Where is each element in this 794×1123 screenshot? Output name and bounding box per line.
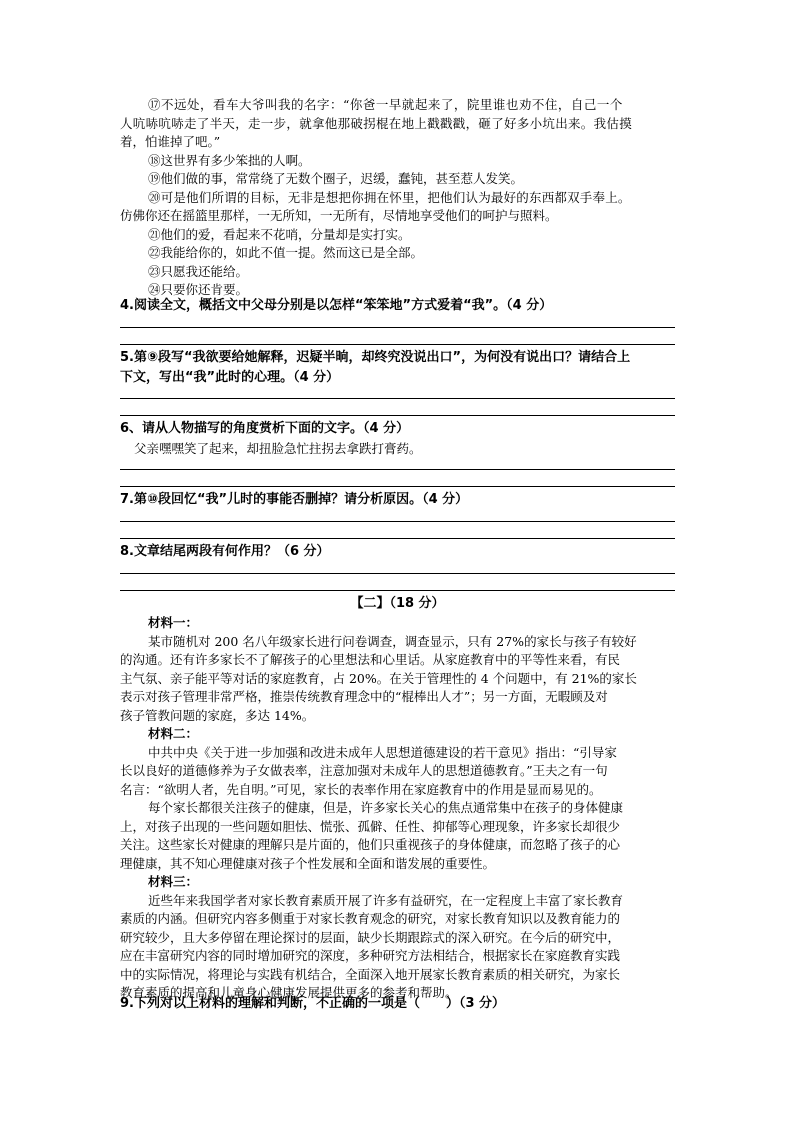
paragraph-23: ㉓只愿我还能给。 (148, 263, 249, 279)
material-2-line: 中共中央《关于进一步加强和改进未成年人思想道德建设的若干意见》指出：“引导家 (148, 744, 617, 760)
paragraph-18: ⑱这世界有多少笨拙的人啊。 (148, 152, 311, 168)
paragraph-19: ⑲他们做的事，常常绕了无数个圈子，迟缓，蠢钝，甚至惹人发笑。 (148, 171, 524, 186)
material-3-line: 应在丰富研究内容的同时增加研究的深度，多种研究方法相结合，根据家长在家庭教育实践 (120, 948, 621, 963)
answer-line[interactable] (120, 573, 675, 574)
material-1-line: 表示对孩子管理非常严格，推崇传统教育理念中的“棍棒出人才”；另一方面，无暇顾及对 (120, 689, 608, 704)
material-2b-line: 每个家长都很关注孩子的健康，但是，许多家长关心的焦点通常集中在孩子的身体健康 (148, 800, 624, 815)
question-6: 6、请从人物描写的角度赏析下面的文字。（4 分） (120, 421, 410, 436)
material-3-line: 研究较少，且大多停留在理论探讨的层面，缺少长期跟踪式的深入研究。在今后的研究中， (120, 929, 621, 945)
answer-line[interactable] (120, 521, 675, 522)
material-2-label: 材料二： (148, 726, 199, 741)
paragraph-17-line2: 人吭哧吭哧走了半天，走一步，就拿他那破拐棍在地上戳戳戳，砸了好多小坑出来。我估摸 (120, 115, 633, 131)
paragraph-22: ㉒我能给你的，如此不值一提。然而这已是全部。 (148, 245, 424, 260)
answer-line[interactable] (120, 590, 675, 591)
passage-continuation (120, 96, 675, 300)
material-1-label: 材料一： (148, 615, 199, 630)
material-3-label: 材料三： (148, 874, 199, 889)
answer-line[interactable] (120, 415, 675, 416)
material-2b-line: 上，对孩子出现的一些问题如胆怯、慌张、孤僻、任性、抑郁等心理现象，许多家长却很少 (120, 818, 621, 834)
material-2b-line: 关注。这些家长对健康的理解只是片面的，他们只重视孩子的身体健康，而忽略了孩子的心 (120, 837, 621, 852)
answer-line[interactable] (120, 344, 675, 345)
question-8: 8.文章结尾两段有何作用？（6 分） (120, 544, 330, 559)
question-5: 5.第⑨段写“我欲要给她解释，迟疑半晌，却终究没说出口”，为何没有说出口？请结合上 (120, 350, 631, 365)
material-2-line: 名言：“欲明人者，先自明。”可见，家长的表率作用在家庭教育中的作用是显而易见的。 (120, 781, 602, 797)
material-1-line: 的沟通。还有许多家长不了解孩子的心里想法和心里话。从家庭教育中的平等性来看，有民 (120, 652, 621, 667)
materials (120, 614, 675, 1003)
section-2-heading: 【二】（18 分） (350, 596, 445, 611)
material-1-line: 主气氛、亲子能平等对话的家庭教育，占 20%。在关于管理性的 4 个问题中，有 21%的家长 (120, 670, 637, 686)
answer-line[interactable] (120, 486, 675, 487)
question-5-line2: 下文，写出“我”此时的心理。（4 分） (120, 370, 340, 385)
question-6-quote: 父亲嘿嘿笑了起来，却扭脸急忙拄拐去拿跌打膏药。 (134, 441, 422, 456)
paragraph-21: ㉑他们的爱，看起来不花哨，分量却是实打实。 (148, 226, 411, 242)
answer-line[interactable] (120, 538, 675, 539)
question-4: 4.阅读全文，概括文中父母分别是以怎样“笨笨地”方式爱着“我”。（4 分） (120, 298, 553, 313)
material-3-line: 教育素质的提高和儿童身心健康发展提供更多的参考和帮助。 (120, 985, 458, 1000)
paragraph-17-line3: 着，怕谁掉了吧。” (120, 134, 221, 149)
answer-line[interactable] (120, 469, 675, 470)
material-2b-line: 理健康，其不知心理健康对孩子个性发展和全面和谐发展的重要性。 (120, 855, 496, 871)
paragraph-20-line2: 仿佛你还在摇篮里那样，一无所知，一无所有，尽情地享受他们的呵护与照料。 (120, 208, 558, 223)
answer-line[interactable] (120, 398, 675, 399)
material-1-line: 孩子管教问题的家庭，多达 14%。 (120, 707, 315, 723)
paragraph-17: ⑰不远处，看车大爷叫我的名字：“你爸一早就起来了，院里谁也劝不住，自己一个 (148, 97, 623, 112)
answer-line[interactable] (120, 327, 675, 328)
material-3-line: 近些年来我国学者对家长教育素质开展了许多有益研究，在一定程度上丰富了家长教育 (148, 892, 624, 908)
paragraph-20: ⑳可是他们所谓的目标，无非是想把你拥在怀里，把他们认为最好的东西都双手奉上。 (148, 189, 631, 205)
material-2-line: 长以良好的道德修养为子女做表率，注意加强对未成年人的思想道德教育。”王夫之有一句 (120, 763, 608, 778)
material-3-line: 中的实际情况，将理论与实践有机结合，全面深入地开展家长教育素质的相关研究，为家长 (120, 966, 621, 982)
question-7: 7.第⑩段回忆“我”儿时的事能否删掉？请分析原因。（4 分） (120, 492, 469, 507)
material-3-line: 素质的内涵。但研究内容多侧重于对家长教育观念的研究，对家长教育知识以及教育能力的 (120, 911, 621, 926)
paragraph-24: ㉔只要你还肯要。 (148, 282, 249, 297)
material-1-line: 某市随机对 200 名八年级家长进行问卷调查，调查显示，只有 27%的家长与孩子有较好 (148, 633, 637, 649)
question-9: 9.下列对以上材料的理解和判断，不正确的一项是（ ）（3 分） (120, 996, 506, 1011)
